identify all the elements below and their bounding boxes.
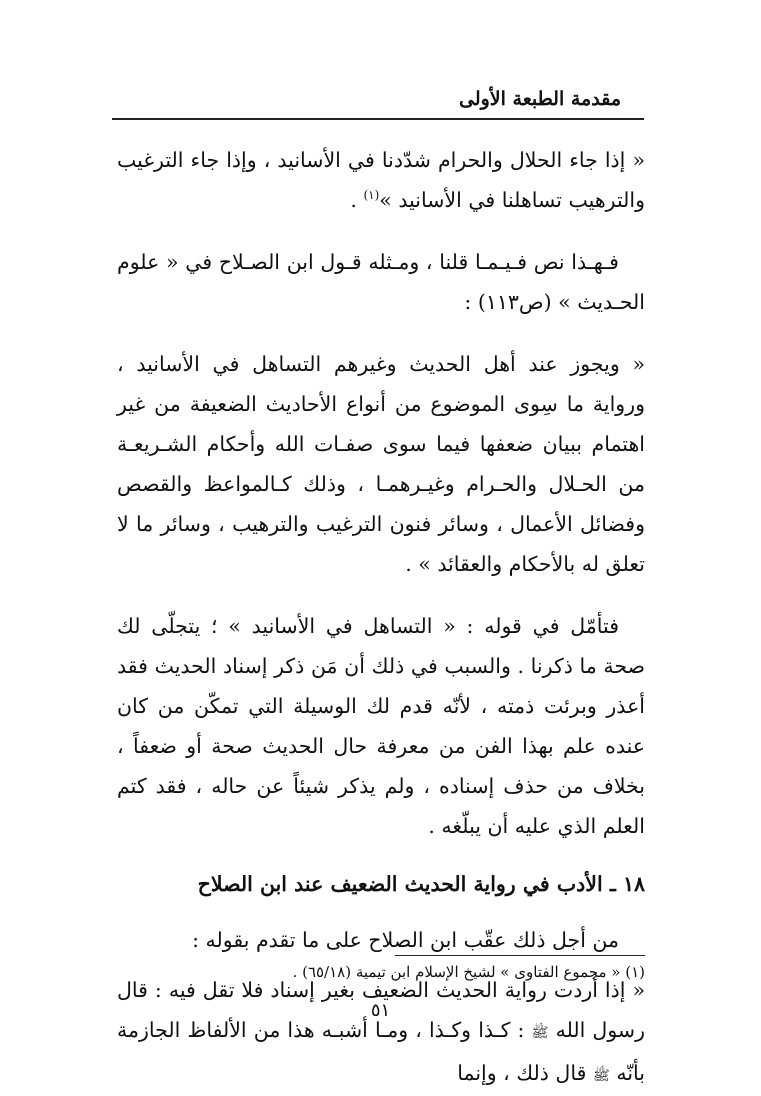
paragraph-quote-2: « ويجوز عند أهل الحديث وغيرهم التساهل في الأسانيد ، ورواية ما سِوى الموضوع من أنواع الأحاديث الضعيفة من غير اهتمام ببيان ضعفها فيما سوى صفـات الله وأحكام الشـريعـة من الحـلال والحـرام وغيـرهمـا ، وذلك كـالمواعظ والقصص وفضائل الأعمال ، وسائر فنون الترغيب والترهيب ، وسائر ما لا تعلق له بالأحكام والعقائد » . <box>117 352 645 576</box>
quote-text-a: « إذا أردت رواية الحديث الضعيف بغير إسناد فلا تقل فيه : قال رسول الله <box>117 978 645 1042</box>
paragraph-quote-1 <box>117 140 645 220</box>
quote-text-b: : كـذا وكـذا ، ومـا أشبـه هذا من الألفاظ الجازمة بأنّه <box>117 1018 645 1085</box>
pbuh-honorific-glyph: ﷺ <box>531 1025 549 1041</box>
footnote-marker[interactable]: (١) <box>363 188 380 203</box>
running-head: مقدمة الطبعة الأولى <box>458 88 621 110</box>
paragraph-quote-3 <box>117 970 645 1096</box>
body-text <box>117 140 645 1096</box>
footnote-rule <box>395 955 645 956</box>
quote-text-c: قال ذلك ، وإنما <box>457 1061 593 1085</box>
paragraph-5: من أجل ذلك عقّب ابن الصلاح على ما تقدم بقوله : <box>192 928 619 952</box>
header-rule <box>112 118 644 120</box>
paragraph-2: فـهـذا نص فـيـمـا قلنا ، ومـثله قـول ابن الصـلاح في « علوم الحـديث » (ص١١٣) : <box>117 250 645 314</box>
page-number: ٥١ <box>370 1000 391 1021</box>
paragraph-tail: . <box>350 188 364 212</box>
section-heading: ١٨ ـ الأدب في رواية الحديث الضعيف عند ابن الصلاح <box>197 872 645 896</box>
pbuh-honorific-glyph: ﷺ <box>592 1068 610 1084</box>
paragraph-text: « إذا جاء الحلال والحرام شدّدنا في الأسانيد ، وإذا جاء الترغيب والترهيب تساهلنا في الأسانيد » <box>117 148 645 212</box>
paragraph-4: فتأمّل في قوله : « التساهل في الأسانيد » ؛ يتجلّى لك صحة ما ذكرنا . والسبب في ذلك أن مَن ذكر إسناد الحديث فقد أعذر وبرئت ذمته ، لأنّه قدم لك الوسيلة التي تمكّن من كان عنده علم بهذا الفن من معرفة حال الحديث صحة أو ضعفاً ، بخلاف من حذف إسناده ، ولم يذكر شيئاً عن حاله ، فقد كتم العلم الذي عليه أن يبلّغه . <box>117 614 645 838</box>
footnote: (١) « مجموع الفتاوى » لشيخ الإسلام ابن تيمية (٦٥/١٨) . <box>292 963 645 981</box>
